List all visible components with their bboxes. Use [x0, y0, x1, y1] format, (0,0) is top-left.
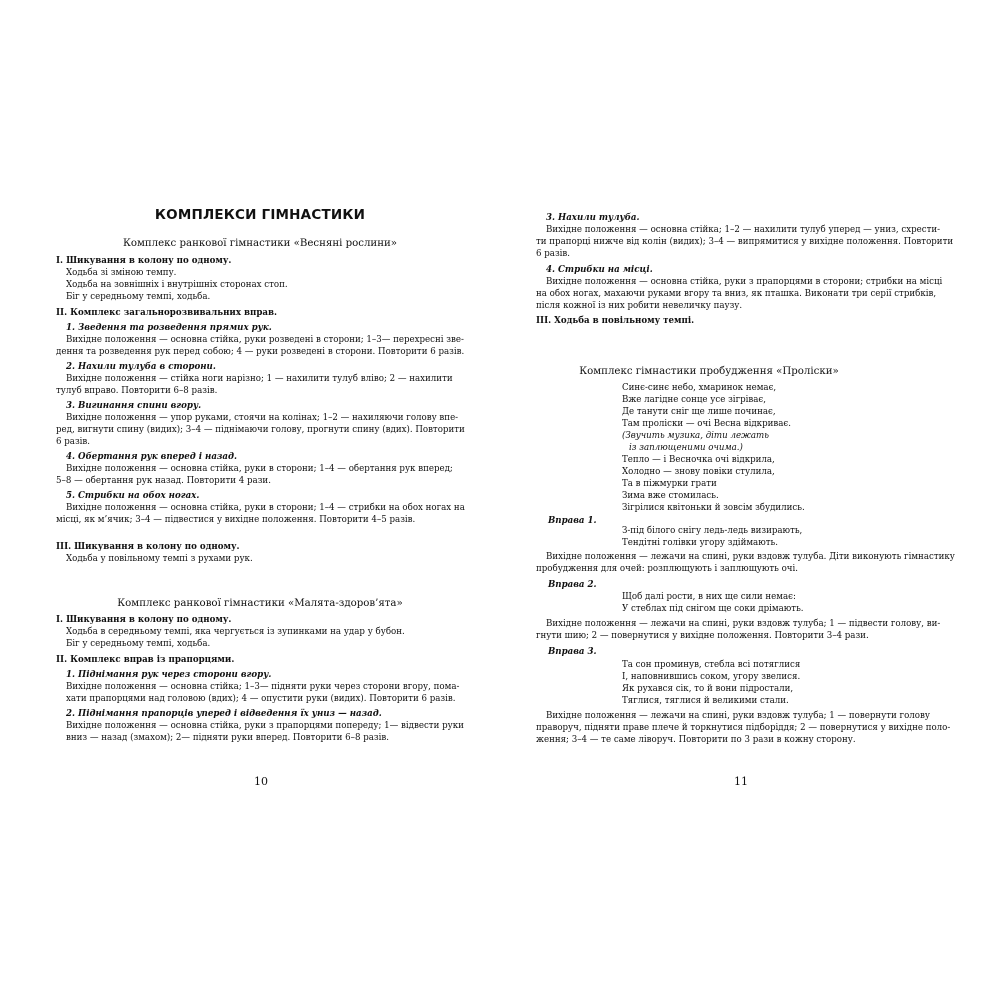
complex1-ex3-line: 6 разів.: [56, 436, 91, 447]
exercise2-label: Вправа 2.: [548, 579, 597, 590]
exercise1-line: Вихідне положення — лежачи на спині, руки вздовж тулуба. Діти виконують гімнастику: [546, 551, 955, 562]
complex2-part1-heading: I. Шикування в колону по одному.: [56, 614, 232, 625]
exercise1-label: Вправа 1.: [548, 515, 597, 526]
complex2-title: Комплекс ранкової гімнастики «Малята-здоров’ята»: [117, 598, 403, 609]
complex1-ex3-line: ред, вигнути спину (видих); 3–4 — піднімаючи голову, прогнути спину (вдих). Повторити: [56, 424, 465, 435]
ex4-line: Вихідне положення — основна стійка, руки з прапорцями в сторони; стрибки на місці: [546, 276, 943, 287]
complex1-part3-heading: III. Шикування в колону по одному.: [56, 541, 240, 552]
complex1-title: Комплекс ранкової гімнастики «Весняні рослини»: [122, 238, 398, 249]
complex1-part3-line: Ходьба у повільному темпі з рухами рук.: [66, 553, 253, 564]
ex4-line: після кожної із них робити невеличку паузу.: [536, 300, 743, 311]
exercise1-verse: З-під білого снігу ледь-ледь визирають,: [622, 525, 803, 536]
page-number: 11: [734, 775, 748, 788]
exercise3-line: ження; 3–4 — те саме ліворуч. Повторити по 3 рази в кожну сторону.: [536, 734, 856, 745]
exercise1-verse: Тендітні голівки угору здіймають.: [622, 537, 778, 548]
complex2-part1-line: Ходьба в середньому темпі, яка чергується із зупинками на удар у бубон.: [66, 626, 405, 637]
poem-line: Холодно — знову повіки стулила,: [622, 466, 775, 477]
complex1-ex5-title: 5. Стрибки на обох ногах.: [66, 490, 200, 501]
complex1-part1-line: Ходьба зі зміною темпу.: [66, 267, 177, 278]
main-title: КОМПЛЕКСИ ГІМНАСТИКИ: [154, 207, 366, 223]
stage-direction: (Звучить музика, діти лежать: [622, 430, 769, 441]
ex3-line: 6 разів.: [536, 248, 571, 259]
exercise2-verse: У стеблах під снігом ще соки дрімають.: [622, 603, 804, 614]
complex1-part1-heading: I. Шикування в колону по одному.: [56, 255, 232, 266]
part3-heading: III. Ходьба в повільному темпі.: [536, 315, 695, 326]
exercise2-line: Вихідне положення — лежачи на спині, руки вздовж тулуба; 1 — підвести голову, ви-: [546, 618, 941, 629]
stage-direction: із заплющеними очима.): [629, 442, 743, 453]
poem-line: Зігрілися квітоньки й зовсім збудились.: [622, 502, 805, 513]
ex4-title: 4. Стрибки на місці.: [546, 264, 653, 275]
exercise3-verse: Як рухався сік, то й вони підростали,: [622, 683, 794, 694]
complex2-ex2-title: 2. Піднімання прапорців уперед і відведення їх униз — назад.: [66, 708, 382, 719]
complex1-ex1-line: дення та розведення рук перед собою; 4 — руки розведені в сторони. Повторити 6 разів.: [56, 346, 465, 357]
complex2-ex1-line: хати прапорцями над головою (вдих); 4 — опустити руки (видих). Повторити 6 разів.: [66, 693, 456, 704]
complex1-ex2-line: тулуб вправо. Повторити 6–8 разів.: [56, 385, 218, 396]
poem-line: Зима вже стомилась.: [622, 490, 719, 501]
exercise3-line: Вихідне положення — лежачи на спині, руки вздовж тулуба; 1 — повернути голову: [546, 710, 930, 721]
poem-line: Та в піжмурки грати: [622, 478, 717, 489]
complex2-part1-line: Біг у середньому темпі, ходьба.: [66, 638, 211, 649]
poem-line: Вже лагідне сонце усе зігріває,: [622, 394, 767, 405]
exercise3-line: праворуч, підняти праве плече й торкнутися підборіддя; 2 — повернутися у вихідне поло-: [536, 722, 951, 733]
complex1-ex3-title: 3. Вигинання спини вгору.: [66, 400, 202, 411]
ex3-line: Вихідне положення — основна стійка; 1–2 — нахилити тулуб уперед — униз, схрести-: [546, 224, 941, 235]
complex1-part1-line: Біг у середньому темпі, ходьба.: [66, 291, 211, 302]
complex1-ex1-title: 1. Зведення та розведення прямих рук.: [66, 322, 272, 333]
ex4-line: на обох ногах, махаючи руками вгору та вниз, як пташка. Виконати три серії стрибків,: [536, 288, 937, 299]
exercise3-verse: Та сон проминув, стебла всі потяглися: [622, 659, 801, 670]
complex2-ex1-line: Вихідне положення — основна стійка; 1–3— підняти руки через сторони вгору, пома-: [66, 681, 460, 692]
complex1-ex2-title: 2. Нахили тулуба в сторони.: [66, 361, 216, 372]
exercise3-verse: Тяглися, тяглися й великими стали.: [622, 695, 789, 706]
complex2-ex2-line: вниз — назад (змахом); 2— підняти руки вперед. Повторити 6–8 разів.: [66, 732, 390, 743]
ex3-title: 3. Нахили тулуба.: [546, 212, 640, 223]
poem-line: Синє-синє небо, хмаринок немає,: [622, 382, 777, 393]
complex1-ex1-line: Вихідне положення — основна стійка, руки розведені в сторони; 1–3— перехресні зве-: [66, 334, 464, 345]
exercise2-line: гнути шию; 2 — повернутися у вихідне положення. Повторити 3–4 рази.: [536, 630, 869, 641]
ex3-line: ти прапорці нижче від колін (видих); 3–4 — випрямитися у вихідне положення. Повторити: [536, 236, 954, 247]
complex3-title: Комплекс гімнастики пробудження «Проліски»: [579, 366, 839, 377]
complex1-ex2-line: Вихідне положення — стійка ноги нарізно; 1 — нахилити тулуб вліво; 2 — нахилити: [66, 373, 453, 384]
complex1-ex5-line: місці, як м’ячик; 3–4 — підвестися у вихідне положення. Повторити 4–5 разів.: [56, 514, 416, 525]
complex1-ex4-title: 4. Обертання рук вперед і назад.: [66, 451, 238, 462]
poem-line: Там проліски — очі Весна відкриває.: [622, 418, 791, 429]
exercise3-verse: І, наповнившись соком, угору звелися.: [622, 671, 801, 682]
poem-line: Тепло — і Весночка очі відкрила,: [622, 454, 775, 465]
complex2-part2-heading: II. Комплекс вправ із прапорцями.: [56, 654, 235, 665]
complex1-ex3-line: Вихідне положення — упор руками, стоячи на колінах; 1–2 — нахиляючи голову впе-: [66, 412, 459, 423]
page-number: 10: [254, 775, 268, 788]
complex1-ex5-line: Вихідне положення — основна стійка, руки в сторони; 1–4 — стрибки на обох ногах на: [66, 502, 465, 513]
complex1-part1-line: Ходьба на зовнішніх і внутрішніх сторонах стоп.: [66, 279, 288, 290]
exercise2-verse: Щоб далі рости, в них ще сили немає:: [622, 591, 796, 602]
complex2-ex1-title: 1. Піднімання рук через сторони вгору.: [66, 669, 272, 680]
exercise3-label: Вправа 3.: [548, 646, 597, 657]
poem-line: Де танути сніг ще лише починає,: [622, 406, 776, 417]
complex1-ex4-line: Вихідне положення — основна стійка, руки в сторони; 1–4 — обертання рук вперед;: [66, 463, 453, 474]
complex1-part2-heading: II. Комплекс загальнорозвивальних вправ.: [56, 307, 278, 318]
exercise1-line: пробудження для очей: розплющують і заплющують очі.: [536, 563, 799, 574]
complex1-ex4-line: 5–8 — обертання рук назад. Повторити 4 рази.: [56, 475, 271, 486]
complex2-ex2-line: Вихідне положення — основна стійка, руки з прапорцями попереду; 1— відвести руки: [66, 720, 464, 731]
